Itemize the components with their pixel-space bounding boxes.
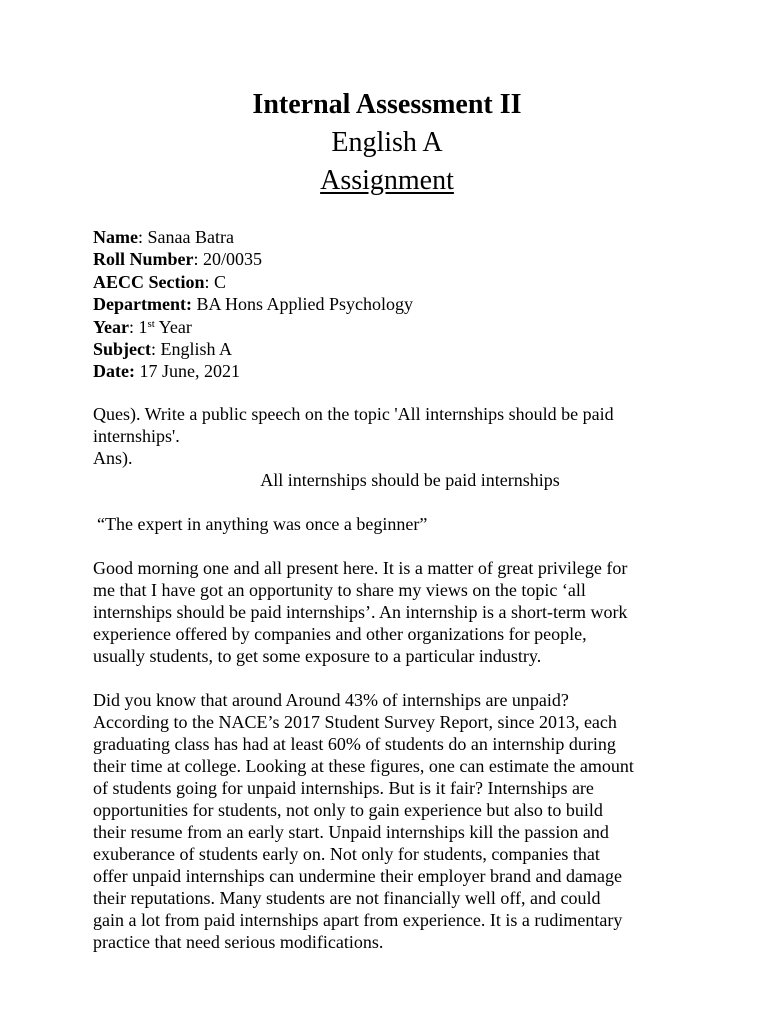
question-block: [93, 403, 681, 491]
info-row-section: [93, 271, 681, 293]
paragraph-line: exuberance of students early on. Not only for students, companies that: [93, 843, 600, 864]
paragraph-line: graduating class has had at least 60% of students do an internship during: [93, 733, 616, 754]
info-label: Roll Number: [93, 249, 194, 270]
info-value-suffix: Year: [154, 316, 192, 337]
info-value: : C: [204, 271, 227, 292]
info-row-department: [93, 293, 681, 315]
info-value: : Sanaa Batra: [137, 227, 234, 247]
paragraph-line: Good morning one and all present here. It is a matter of great privilege for: [93, 557, 628, 578]
paragraph-line: their time at college. Looking at these figures, one can estimate the amount: [93, 755, 634, 776]
paragraph-line: practice that need serious modifications.: [93, 931, 384, 952]
document-type-heading: Assignment: [320, 165, 454, 196]
document-subtitle: English A: [331, 127, 443, 158]
info-row-subject: [93, 338, 681, 360]
paragraph-1: [93, 557, 681, 667]
paragraph-line: opportunities for students, not only to gain experience but also to build: [93, 799, 603, 820]
title-block: [93, 86, 681, 200]
document-title: Internal Assessment II: [252, 89, 522, 120]
paragraph-line: me that I have got an opportunity to share my views on the topic ‘all: [93, 579, 586, 600]
student-info: [93, 226, 681, 383]
ordinal-suffix: st: [147, 317, 155, 330]
info-row-year: [93, 316, 681, 338]
paragraph-line: offer unpaid internships can undermine their employer brand and damage: [93, 865, 622, 886]
speech-title: All internships should be paid internships: [260, 469, 560, 490]
answer-label: Ans).: [93, 447, 133, 468]
info-row-roll-number: [93, 248, 681, 270]
paragraph-line: According to the NACE’s 2017 Student Survey Report, since 2013, each: [93, 711, 617, 732]
paragraph-line: Did you know that around Around 43% of internships are unpaid?: [93, 689, 569, 710]
info-row-date: [93, 360, 681, 382]
paragraph-line: internships should be paid internships’. An internship is a short-term work: [93, 601, 628, 622]
info-label: Name: [93, 227, 138, 247]
info-label: Date:: [93, 361, 135, 382]
paragraph-line: their resume from an early start. Unpaid internships kill the passion and: [93, 821, 609, 842]
paragraph-line: experience offered by companies and other organizations for people,: [93, 623, 587, 644]
info-value: : 20/0035: [193, 249, 263, 270]
question-line: internships'.: [93, 425, 180, 446]
info-value: : English A: [151, 339, 233, 360]
question-line: Ques). Write a public speech on the topic 'All internships should be paid: [93, 403, 614, 424]
info-label: Year: [93, 316, 129, 337]
paragraph-line: usually students, to get some exposure to a particular industry.: [93, 645, 542, 666]
info-value: 17 June, 2021: [134, 361, 240, 382]
info-label: Department:: [93, 294, 192, 315]
info-label: Subject: [93, 339, 151, 360]
paragraph-2: [93, 689, 681, 953]
paragraph-line: of students going for unpaid internships. But is it fair? Internships are: [93, 777, 594, 798]
opening-quote: “The expert in anything was once a beginner”: [97, 513, 428, 534]
info-row-name: [93, 226, 681, 248]
paragraph-line: gain a lot from paid internships apart from experience. It is a rudimentary: [93, 909, 623, 930]
info-value: : 1: [128, 316, 148, 337]
info-label: AECC Section: [93, 271, 205, 292]
document-page: [93, 86, 681, 953]
paragraph-line: their reputations. Many students are not financially well off, and could: [93, 887, 601, 908]
info-value: BA Hons Applied Psychology: [191, 294, 413, 315]
